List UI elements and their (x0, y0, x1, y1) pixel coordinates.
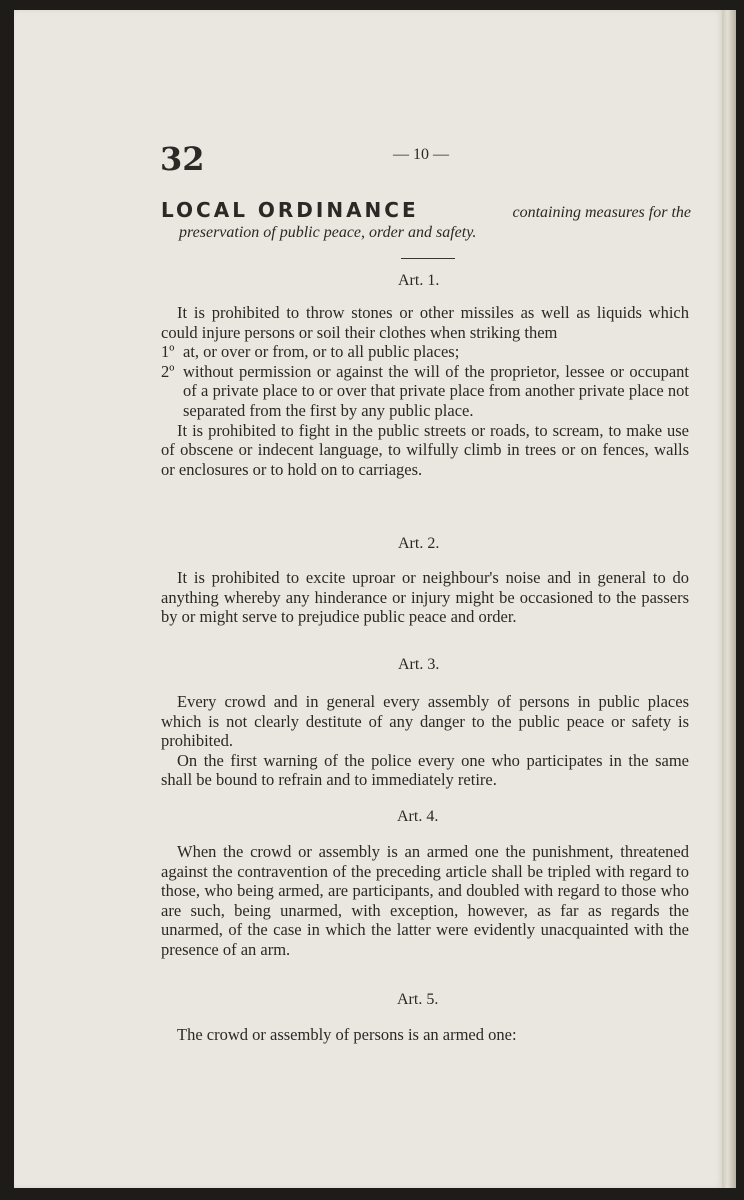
art4-paragraph-1: When the crowd or assembly is an armed one the punishment, threatened against the contravention of the preceding article shall be tripled with regard to those, who being armed, are participants, and doubled with regard to those who are such, being unarmed, with exception, however, as far as regards the unarmed, of the case in which the latter were evidently unacquainted with the presence of an arm. (161, 842, 689, 959)
title-rule (401, 258, 455, 259)
title-italic-1: containing measures for the (512, 204, 691, 221)
art3-paragraph-2: On the first warning of the police every one who participates in the same shall be bound to refrain and to immediately retire. (161, 750, 689, 790)
art5-heading: Art. 5. (397, 991, 439, 1008)
art4-heading: Art. 4. (397, 808, 439, 825)
art5-paragraph-1: The crowd or assembly of persons is an armed one: (177, 1025, 517, 1044)
art1-body (161, 303, 689, 479)
title-caps: LOCAL ORDINANCE (161, 198, 419, 222)
art3-paragraph-1: Every crowd and in general every assembly of persons in public places which is not clearly destitute of any danger to the public peace or safety is prohibited. (161, 692, 689, 751)
art1-item-1-text: at, or over or from, or to all public places; (183, 342, 460, 362)
art1-item-2-number: 2º (161, 361, 175, 381)
page-edge (722, 10, 736, 1188)
art2-body (161, 568, 689, 627)
art1-paragraph-1: It is prohibited to throw stones or other missiles as well as liquids which could injure persons or soil their clothes when striking them (161, 303, 689, 342)
title-italic-2: preservation of public peace, order and safety. (179, 224, 477, 241)
page-folio-number: 32 (160, 140, 205, 178)
art2-paragraph-1: It is prohibited to excite uproar or neighbour's noise and in general to do anything whereby any hinderance or injury might be occasioned to the passers by or might serve to prejudice public peace and order. (161, 568, 689, 627)
art1-item-1-number: 1º (161, 342, 175, 362)
art4-body (161, 842, 689, 960)
art3-heading: Art. 3. (398, 656, 440, 673)
art2-heading: Art. 2. (398, 535, 440, 552)
art1-item-2 (161, 362, 689, 421)
art1-item-2-text: without permission or against the will of the proprietor, lessee or occupant of a private place to or over that private place from another private place not separated from the first by any public place. (183, 361, 689, 420)
art3-body (161, 692, 689, 790)
art1-heading: Art. 1. (398, 272, 440, 289)
art1-paragraph-2: It is prohibited to fight in the public streets or roads, to scream, to make use of obscene or indecent language, to wilfully climb in trees or on fences, walls or enclosures or to hold on to carriages. (161, 420, 689, 479)
art1-item-1 (161, 342, 689, 362)
ordinance-title (161, 198, 691, 242)
art5-body (161, 1025, 689, 1045)
running-head: — 10 — (393, 146, 449, 163)
